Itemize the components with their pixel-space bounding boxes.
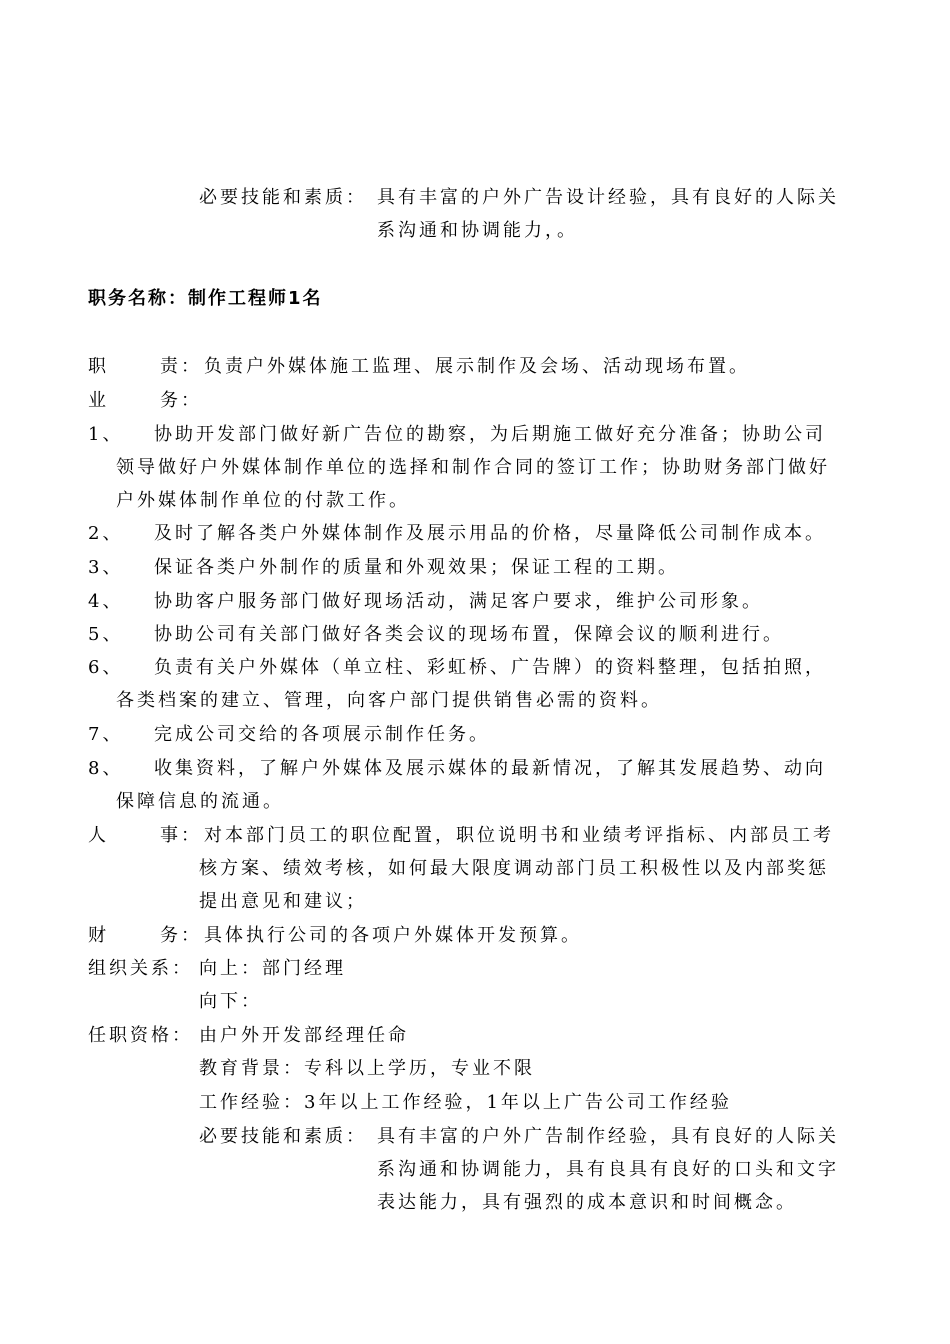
- qual-skills-line: 系沟通和协调能力，具有良具有良好的口头和文字: [377, 1159, 839, 1180]
- item-text: 户外媒体制作单位的付款工作。: [116, 490, 410, 511]
- item-number: 7、: [88, 724, 124, 745]
- item-text: 协助客户服务部门做好现场活动，满足客户要求，维护公司形象。: [154, 591, 763, 612]
- item-text: 各类档案的建立、管理，向客户部门提供销售必需的资料。: [116, 690, 662, 711]
- item-text: 完成公司交给的各项展示制作任务。: [154, 724, 490, 745]
- qual-experience: 工作经验：3年以上工作经验，1年以上广告公司工作经验: [199, 1092, 732, 1113]
- position-title: 职务名称：制作工程师1名: [88, 288, 323, 309]
- item-number: 6、: [88, 657, 124, 678]
- finance-text: 具体执行公司的各项户外媒体开发预算。: [204, 925, 582, 946]
- item-text: 领导做好户外媒体制作单位的选择和制作合同的签订工作；协助财务部门做好: [116, 457, 830, 478]
- item-text: 保证各类户外制作的质量和外观效果；保证工程的工期。: [154, 557, 679, 578]
- duty-text: 负责户外媒体施工监理、展示制作及会场、活动现场布置。: [204, 356, 750, 377]
- item-number: 4、: [88, 591, 124, 612]
- personnel-label-b: 事：: [160, 825, 202, 846]
- qual-skills-line: 表达能力，具有强烈的成本意识和时间概念。: [377, 1192, 797, 1213]
- item-number: 1、: [88, 424, 124, 445]
- personnel-label-a: 人: [88, 825, 109, 846]
- org-up: 向上：部门经理: [199, 958, 346, 979]
- item-text: 保障信息的流通。: [116, 791, 284, 812]
- business-label-a: 业: [88, 390, 109, 411]
- duty-label-a: 职: [88, 356, 109, 377]
- business-label-b: 务：: [160, 390, 202, 411]
- top-skills-line: 具有丰富的户外广告设计经验，具有良好的人际关: [377, 187, 839, 208]
- qual-skills-line: 具有丰富的户外广告制作经验，具有良好的人际关: [377, 1126, 839, 1147]
- personnel-text: 核方案、绩效考核，如何最大限度调动部门员工积极性以及内部奖惩: [199, 858, 829, 879]
- item-text: 及时了解各类户外媒体制作及展示用品的价格，尽量降低公司制作成本。: [154, 523, 826, 544]
- item-number: 2、: [88, 523, 124, 544]
- qual-appointment: 由户外开发部经理任命: [199, 1025, 409, 1046]
- qual-skills-label: 必要技能和素质：: [199, 1126, 367, 1147]
- top-skills-label: 必要技能和素质：: [199, 187, 367, 208]
- org-label: 组织关系：: [88, 958, 193, 979]
- finance-label-a: 财: [88, 925, 109, 946]
- qual-education: 教育背景：专科以上学历，专业不限: [199, 1058, 535, 1079]
- org-down: 向下：: [199, 991, 262, 1012]
- top-skills-line: 系沟通和协调能力，。: [377, 220, 578, 241]
- item-text: 协助开发部门做好新广告位的勘察，为后期施工做好充分准备；协助公司: [154, 424, 826, 445]
- item-text: 收集资料，了解户外媒体及展示媒体的最新情况，了解其发展趋势、动向: [154, 758, 826, 779]
- personnel-text: 提出意见和建议；: [199, 891, 367, 912]
- item-number: 5、: [88, 624, 124, 645]
- item-text: 负责有关户外媒体（单立柱、彩虹桥、广告牌）的资料整理，包括拍照，: [154, 657, 826, 678]
- item-number: 3、: [88, 557, 124, 578]
- finance-label-b: 务：: [160, 925, 202, 946]
- qual-label: 任职资格：: [88, 1025, 193, 1046]
- item-text: 协助公司有关部门做好各类会议的现场布置，保障会议的顺利进行。: [154, 624, 784, 645]
- duty-label-b: 责：: [160, 356, 202, 377]
- item-number: 8、: [88, 758, 124, 779]
- personnel-text: 对本部门员工的职位配置，职位说明书和业绩考评指标、内部员工考: [204, 825, 834, 846]
